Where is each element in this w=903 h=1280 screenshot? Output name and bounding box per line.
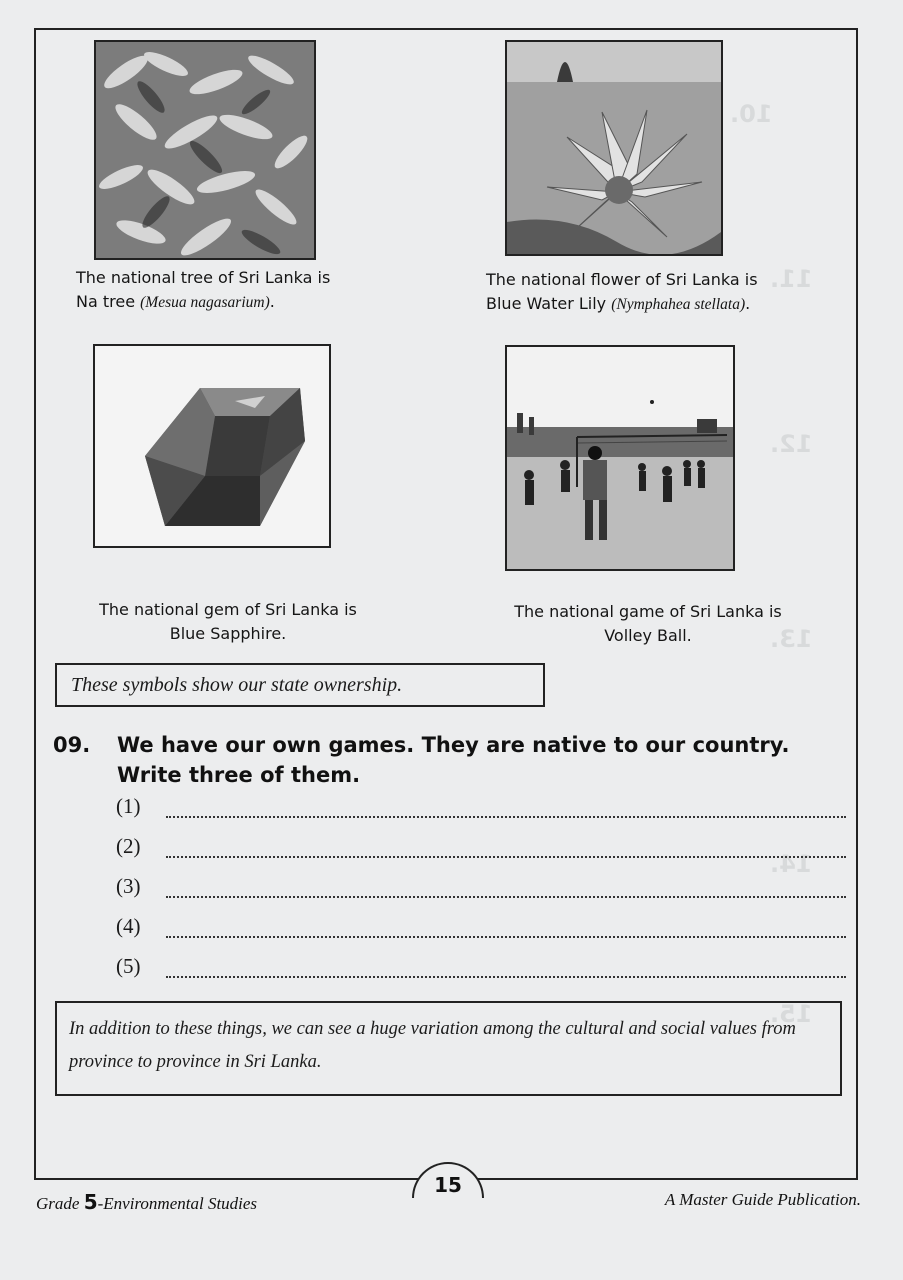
gem-caption <box>70 598 386 646</box>
answer-line-4[interactable] <box>166 936 846 938</box>
answer-number: (3) <box>116 874 141 898</box>
question-line1: We have our own games. They are native to our country. <box>117 733 790 757</box>
cultural-variation-note <box>55 1001 842 1096</box>
question-number: 09. <box>53 733 91 757</box>
bleed-through-text: 11. <box>770 265 813 293</box>
bleed-through-text: 15. <box>770 1000 813 1028</box>
game-caption <box>480 600 816 648</box>
answer-row <box>116 954 846 988</box>
tree-scientific-name: (Mesua nagasarium) <box>140 294 270 311</box>
bleed-through-text: 13. <box>770 625 813 653</box>
footer-grade-number: 5 <box>83 1190 98 1214</box>
state-ownership-note <box>55 663 545 707</box>
volleyball-photo <box>505 345 735 571</box>
answer-row <box>116 874 846 908</box>
flower-caption-period: . <box>745 294 751 313</box>
game-name: Volley Ball. <box>604 626 692 645</box>
tree-caption-line1: The national tree of Sri Lanka is <box>76 268 331 287</box>
sapphire-photo <box>93 344 331 548</box>
bleed-through-text: 12. <box>770 430 813 458</box>
water-lily-photo <box>505 40 723 256</box>
answer-number: (4) <box>116 914 141 938</box>
answer-row <box>116 834 846 868</box>
tree-caption <box>76 266 330 315</box>
tree-name: Na tree <box>76 292 136 311</box>
flower-scientific-name: (Nymphahea stellata) <box>611 296 746 313</box>
flower-caption <box>486 268 758 317</box>
answer-number: (1) <box>116 794 141 818</box>
gem-caption-line1: The national gem of Sri Lanka is <box>99 600 357 619</box>
footer-left <box>36 1190 257 1214</box>
gem-name: Blue Sapphire. <box>169 624 287 643</box>
game-caption-line1: The national game of Sri Lanka is <box>514 602 782 621</box>
page-number: 15 <box>434 1173 462 1197</box>
answer-row <box>116 914 846 948</box>
bleed-through-text: 14. <box>770 850 813 878</box>
question-text <box>117 730 790 790</box>
answer-line-1[interactable] <box>166 816 846 818</box>
question-line2: Write three of them. <box>117 763 361 787</box>
cultural-variation-note-text: In addition to these things, we can see a huge variation among the cultural and social values from province to province in Sri Lanka. <box>69 1019 796 1072</box>
answer-line-2[interactable] <box>166 856 846 858</box>
answer-line-5[interactable] <box>166 976 846 978</box>
footer-right: A Master Guide Publication. <box>664 1190 861 1209</box>
answer-number: (5) <box>116 954 141 978</box>
na-tree-photo <box>94 40 316 260</box>
answer-line-3[interactable] <box>166 896 846 898</box>
footer-subject: -Environmental Studies <box>97 1194 258 1213</box>
tree-caption-period: . <box>269 292 275 311</box>
state-ownership-note-text: These symbols show our state ownership. <box>71 674 403 696</box>
flower-name: Blue Water Lily <box>486 294 607 313</box>
answer-row <box>116 794 846 828</box>
flower-caption-line1: The national flower of Sri Lanka is <box>486 270 758 289</box>
bleed-through-text: 10. <box>730 100 773 128</box>
footer-grade-prefix: Grade <box>36 1194 80 1213</box>
answer-number: (2) <box>116 834 141 858</box>
